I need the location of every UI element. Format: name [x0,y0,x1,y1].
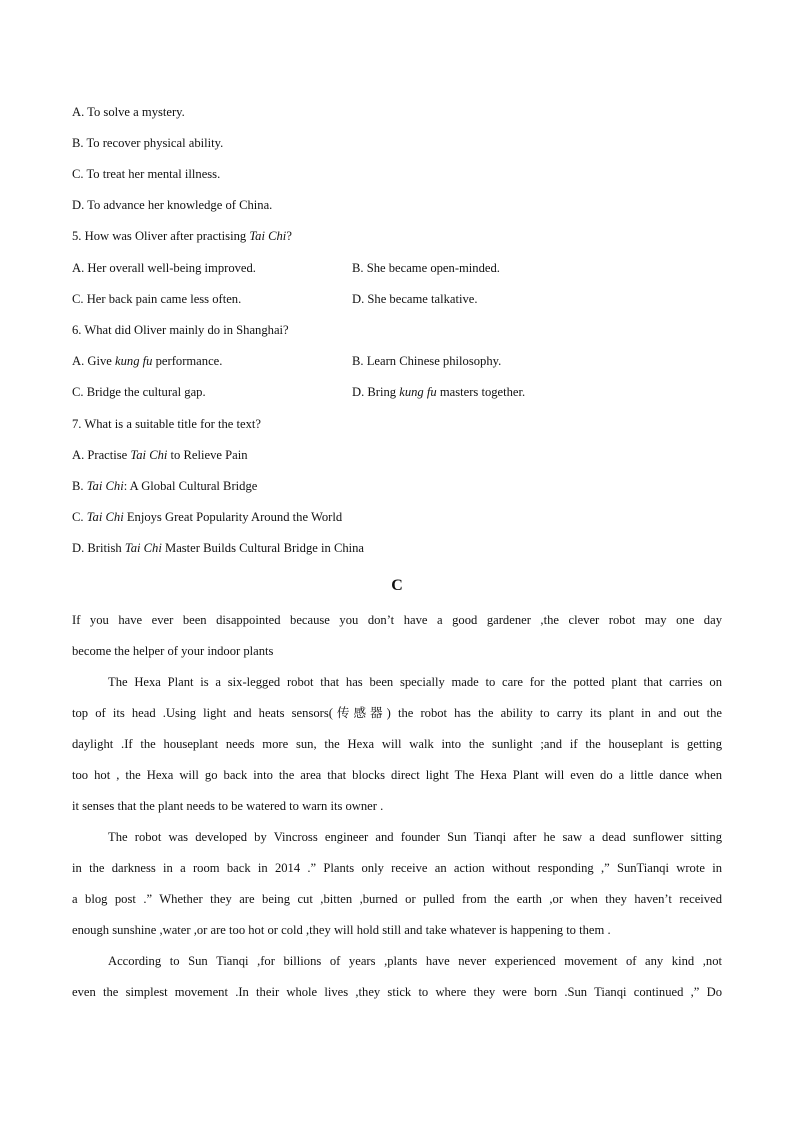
q4-option-a: A. To solve a mystery. [72,105,185,119]
q6-a-em: kung fu [115,354,153,368]
q6-d-em: kung fu [399,385,437,399]
passage-p4-line1: According to Sun Tianqi ,for billions of years ,plants have never experienced movement of any kind ,not [108,954,722,968]
passage-body [72,605,722,1008]
q6-d-pre: D. Bring [352,385,400,399]
q7-option-d [72,540,364,556]
passage-p3-line2: in the darkness in a room back in 2014 .” Plants only receive an action without responding ,” SunTianqi wrote in [72,861,722,875]
passage-p2-line3: daylight .If the houseplant needs more sun, the Hexa will walk into the sunlight ;and if the houseplant is getting [72,737,722,751]
q7-option-c [72,509,342,525]
passage-p2-line4: too hot , the Hexa will go back into the area that blocks direct light The Hexa Plant will even do a little dance when [72,768,722,782]
q4-option-c: C. To treat her mental illness. [72,167,221,181]
q4-option-b: B. To recover physical ability. [72,136,224,150]
q6-option-c: C. Bridge the cultural gap. [72,385,206,399]
q7-a-post: to Relieve Pain [167,448,248,462]
q7-option-b [72,478,257,494]
q7-d-em: Tai Chi [124,541,162,555]
q7-b-pre: B. [72,479,87,493]
q7-stem: 7. What is a suitable title for the text? [72,417,261,431]
q5-option-d: D. She became talkative. [352,292,478,306]
q6-option-a [72,353,222,369]
q6-stem: 6. What did Oliver mainly do in Shanghai? [72,323,289,337]
q4-option-d: D. To advance her knowledge of China. [72,198,273,212]
q7-option-a [72,447,248,463]
q7-b-post: : A Global Cultural Bridge [123,479,258,493]
q6-a-pre: A. Give [72,354,116,368]
q6-option-b: B. Learn Chinese philosophy. [352,354,502,368]
q5-option-a: A. Her overall well-being improved. [72,261,256,275]
q6-option-d [352,384,525,400]
q5-option-c: C. Her back pain came less often. [72,292,242,306]
q7-d-post: Master Builds Cultural Bridge in China [161,541,365,555]
passage-p2-line5: it senses that the plant needs to be watered to warn its owner . [72,799,384,813]
passage-p3-line3: a blog post .” Whether they are being cut ,bitten ,burned or pulled from the earth ,or when they haven’t received [72,892,722,906]
q5-stem-post: ? [286,229,292,243]
q7-d-pre: D. British [72,541,125,555]
q7-b-em: Tai Chi [86,479,124,493]
q5-stem [72,228,292,244]
q6-a-post: performance. [152,354,223,368]
passage-p2-line2: top of its head .Using light and heats sensors(传感器) the robot has the ability to carry its plant in and out the [72,706,722,720]
section-title: C [391,577,403,594]
passage-p1-line2: become the helper of your indoor plants [72,644,274,658]
passage-p4-line2: even the simplest movement .In their whole lives ,they stick to where they were born .Sun Tianqi continued ,” Do [72,985,722,999]
passage-p3-line1: The robot was developed by Vincross engineer and founder Sun Tianqi after he saw a dead sunflower sitting [108,830,722,844]
q5-stem-em: Tai Chi [249,229,287,243]
q7-c-post: Enjoys Great Popularity Around the World [123,510,343,524]
q5-stem-pre: 5. How was Oliver after practising [72,229,250,243]
passage-p2-line1: The Hexa Plant is a six-legged robot that has been specially made to care for the potted plant that carries on [108,675,722,689]
q7-c-pre: C. [72,510,87,524]
passage-p3-line4: enough sunshine ,water ,or are too hot or cold ,they will hold still and take whatever is happening to them . [72,923,611,937]
q7-a-pre: A. Practise [72,448,131,462]
q5-option-b: B. She became open-minded. [352,261,500,275]
passage-p1-line1: If you have ever been disappointed because you don’t have a good gardener ,the clever robot may one day [72,613,722,627]
q6-d-post: masters together. [436,385,526,399]
q7-a-em: Tai Chi [130,448,168,462]
q7-c-em: Tai Chi [86,510,124,524]
